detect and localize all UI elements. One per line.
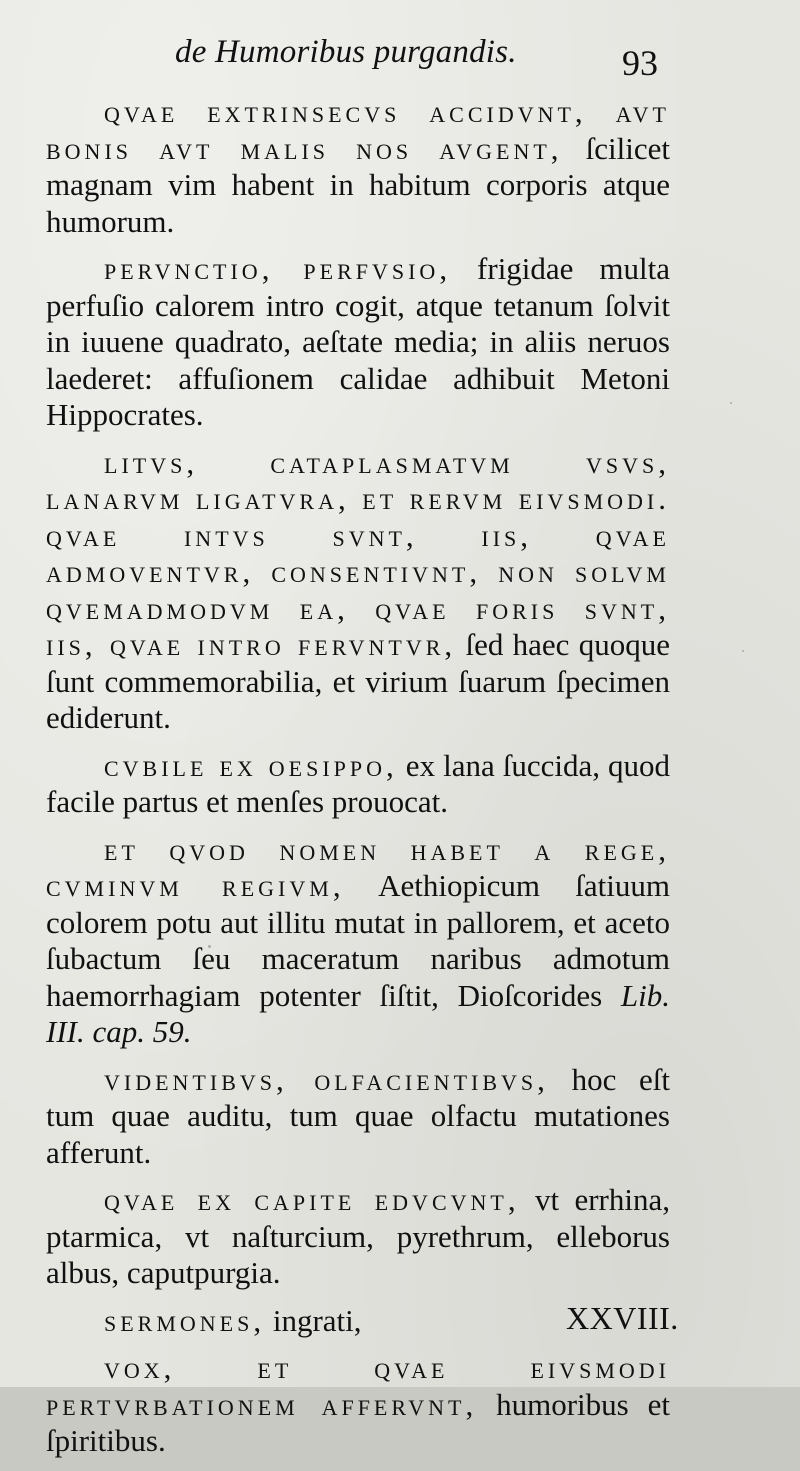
paragraph-text: ſcilicet magnam vim habent in habitum corporis atque humorum. xyxy=(46,130,670,239)
paragraph-text: Aethiopicum ſatiuum colorem potu aut illitu mutat in pallorem, et aceto ſubactum ſeu maceratum naribus admotum haemorrhagiam potenter ſiſtit, Dioſcorides xyxy=(46,868,671,1013)
paragraph-text: ex lana ſuccida, quod facile partus et menſes prouocat. xyxy=(46,747,670,819)
page-number: 93 xyxy=(622,43,658,83)
paragraph xyxy=(46,251,670,434)
paragraph xyxy=(46,94,670,240)
paragraph-lead: vox, et qvae eivsmodi pertvrbationem affervnt, xyxy=(46,1350,670,1422)
paragraph-lead: sermones, xyxy=(104,1302,266,1338)
running-title: de Humoribus purgandis. xyxy=(175,34,517,70)
paragraph xyxy=(46,1350,670,1460)
paragraph-text: frigidae multa perfuſio calorem intro cogit, atque tetanum ſolvit in iuuene quadrato, aeſtate media; in aliis neruos laederet: affuſionem calidae adhibuit Metoni Hippocrates. xyxy=(46,251,670,432)
paragraph-text: ſed haec quoque ſunt commemorabilia, et virium ſuarum ſpecimen ediderunt. xyxy=(46,627,670,735)
paper-speck xyxy=(208,945,211,948)
paper-speck xyxy=(398,1372,401,1374)
paragraph-text: vt errhina, ptarmica, vt naſturcium, pyrethrum, elleborus albus, caputpurgia. xyxy=(46,1182,670,1290)
paragraph-text: ingrati, xyxy=(265,1302,362,1338)
body-text xyxy=(46,94,670,1471)
paragraph xyxy=(46,1182,670,1292)
paragraph-lead: qvae ex capite edvcvnt, xyxy=(104,1182,520,1217)
paragraph xyxy=(46,832,670,1051)
paragraph xyxy=(46,748,670,821)
paragraph xyxy=(46,445,670,737)
paragraph-lead: et qvod nomen habet a rege, cvminvm regivm, xyxy=(46,831,670,903)
paragraph-lead: pervnctio, perfvsio, xyxy=(104,251,452,286)
citation-reference: Lib. III. cap. 59. xyxy=(46,977,670,1049)
paragraph-lead: videntibvs, olfacientibvs, xyxy=(104,1061,549,1097)
paper-speck xyxy=(730,402,732,404)
catchword: XXVIII. xyxy=(566,1300,679,1336)
paragraph-text: humoribus et ſpiritibus. xyxy=(46,1386,670,1458)
paragraph-lead: cvbile ex oesippo, xyxy=(104,747,398,783)
paragraph-lead: litvs, cataplasmatvm vsvs, lanarvm ligatvra, et rervm eivsmodi. qvae intvs svnt, iis, qvae admoventvr, consentivnt, non solvm qvemadmodvm ea, qvae foris svnt, iis, qvae intro fervntvr, xyxy=(46,444,670,662)
paper-speck xyxy=(742,650,744,652)
paragraph-text: hoc eſt tum quae auditu, tum quae olfactu mutationes afferunt. xyxy=(46,1061,670,1170)
page-header xyxy=(0,34,800,84)
paragraph-lead: qvae extrinsecvs accidvnt, avt bonis avt malis nos avgent, xyxy=(46,94,670,166)
paper-speck xyxy=(62,418,65,421)
paragraph xyxy=(46,1062,670,1172)
